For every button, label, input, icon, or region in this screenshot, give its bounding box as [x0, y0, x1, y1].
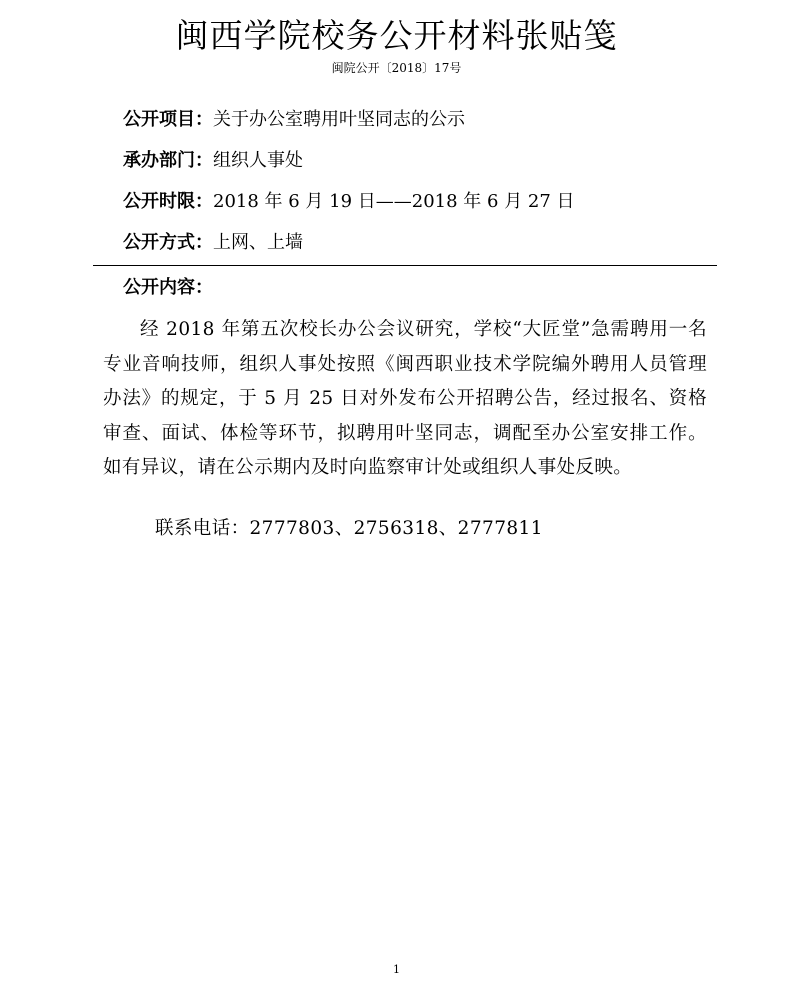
field-department-label: 承办部门：	[123, 150, 213, 171]
content-body: 经 2018 年第五次校长办公会议研究，学校“大匠堂”急需聘用一名专业音响技师，组织人事处按照《闽西职业技术学院编外聘用人员管理办法》的规定，于 5 月 25 日对外发布公开招聘公告，经过报名、资格审查、面试、体检等环节，拟聘用叶坚同志，调配至办公室安排工作。如有异议，请在公示期内及时向监察审计处或组织人事处反映。	[103, 319, 707, 478]
field-department	[123, 149, 303, 173]
field-method	[123, 231, 303, 255]
document-number: 闽院公开〔2018〕17号	[331, 61, 462, 75]
field-department-value: 组织人事处	[213, 150, 303, 171]
section-divider	[93, 265, 717, 266]
field-public-item	[123, 108, 465, 132]
field-public-item-value: 关于办公室聘用叶坚同志的公示	[213, 109, 465, 130]
page-number: 1	[393, 963, 400, 976]
field-method-value: 上网、上墙	[213, 232, 303, 253]
field-period	[123, 190, 575, 214]
field-public-item-label: 公开项目：	[123, 109, 213, 130]
content-label: 公开内容：	[123, 277, 213, 298]
document-title: 闽西学院校务公开材料张贴笺	[175, 16, 618, 55]
field-method-label: 公开方式：	[123, 232, 213, 253]
field-period-value: 2018 年 6 月 19 日——2018 年 6 月 27 日	[213, 191, 575, 212]
field-period-label: 公开时限：	[123, 191, 213, 212]
contact-phone: 联系电话：2777803、2756318、2777811	[155, 518, 543, 539]
